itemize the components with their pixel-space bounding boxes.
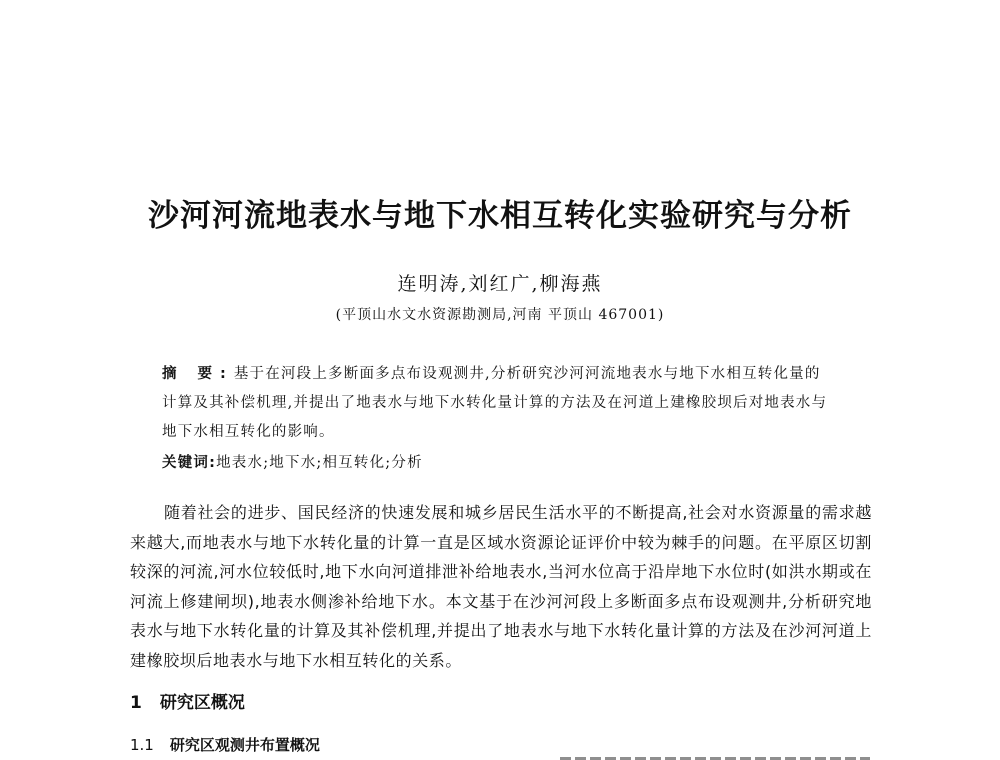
paper-affiliation: (平顶山水文水资源勘测局,河南 平顶山 467001) — [335, 307, 665, 323]
section-title: 研究区概况 — [159, 693, 245, 713]
cut-off-text-line — [560, 754, 870, 760]
keywords-label: 关键词: — [162, 455, 217, 471]
abstract-text: 基于在河段上多断面多点布设观测井,分析研究沙河河流地表水与地下水相互转化量的计算及其补偿机理,并提出了地表水与地下水转化量计算的方法及在河道上建橡胶坝后对地表水与地下水相互转化的影响。 — [162, 366, 828, 440]
subsection-number: 1.1 — [130, 736, 154, 754]
section-number: 1 — [130, 693, 142, 713]
intro-paragraph: 随着社会的进步、国民经济的快速发展和城乡居民生活水平的不断提高,社会对水资源量的需求越来越大,而地表水与地下水转化量的计算一直是区域水资源论证评价中较为棘手的问题。在平原区切割较深的河流,河水位较低时,地下水向河道排泄补给地表水,当河水位高于沿岸地下水位时(如洪水期或在河流上修建闸坝),地表水侧渗补给地下水。本文基于在沙河河段上多断面多点布设观测井,分析研究地表水与地下水转化量的计算及其补偿机理,并提出了地表水与地下水转化量计算的方法及在沙河河道上建橡胶坝后地表水与地下水相互转化的关系。 — [130, 503, 872, 670]
abstract-block — [162, 360, 830, 447]
paper-authors: 连明涛,刘红广,柳海燕 — [397, 273, 603, 295]
paper-title: 沙河河流地表水与地下水相互转化实验研究与分析 — [148, 198, 852, 234]
section-heading-1 — [130, 690, 245, 716]
keywords-block — [162, 451, 830, 475]
keywords-text: 地表水;地下水;相互转化;分析 — [216, 455, 423, 471]
subsection-heading-1-1 — [130, 733, 320, 757]
abstract-label: 摘 要: — [162, 366, 234, 382]
subsection-title: 研究区观测井布置概况 — [169, 736, 320, 754]
